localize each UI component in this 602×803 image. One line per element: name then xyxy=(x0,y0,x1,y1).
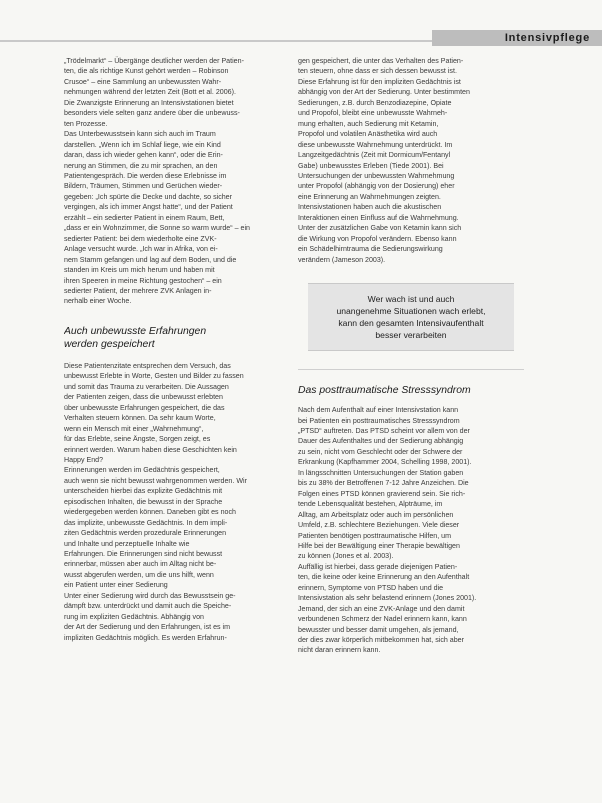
text-line: über unbewusste Erfahrungen gespeichert, die das xyxy=(64,403,225,412)
text-line: „PTSD“ auftreten. Das PTSD scheint vor allem von der xyxy=(298,426,470,435)
text-line: erinnert werden. Warum haben diese Geschichten kein xyxy=(64,445,237,454)
subheading-line: werden gespeichert xyxy=(64,338,155,350)
section-title: Intensivpflege xyxy=(432,30,602,46)
text-line: Dauer des Aufenthaltes und der Sedierung abhängig xyxy=(298,437,464,446)
text-line: Diese Erfahrung ist für den impliziten Gedächtnis ist xyxy=(298,77,461,86)
text-line: ziten Gedächtnis werden prozedurale Erinnerungen xyxy=(64,529,227,538)
text-line: erzählt – ein sedierter Patient in einem Raum, Bett, xyxy=(64,213,225,222)
left-body-paragraphs xyxy=(64,361,294,643)
text-line: verändern (Jameson 2003). xyxy=(298,255,386,264)
text-line: Jemand, der sich an eine ZVK-Anlage und den damit xyxy=(298,604,465,613)
text-line: Langzeitgedächtnis (Zeit mit Dormicum/Fentanyl xyxy=(298,151,451,160)
text-line: Interaktionen einen Einfluss auf die Wahrnehmung. xyxy=(298,213,459,222)
text-line: Happy End? xyxy=(64,455,104,464)
text-line: unangenehme Situationen wach erlebt, xyxy=(336,306,486,317)
text-line: bei Patienten ein posttraumatisches Stresssyndrom xyxy=(298,416,460,425)
text-line: erinnerbar, müssen aber auch im Alltag nicht be- xyxy=(64,560,217,569)
text-line: unter Propofol (abhängig von der Dosierung) eher xyxy=(298,182,455,191)
text-line: ten steuern, ohne dass er sich dessen bewusst ist. xyxy=(298,67,457,76)
text-line: Hilfe bei der Bewältigung einer Therapie bewältigen xyxy=(298,541,460,550)
text-line: Das Unterbewusstsein kann sich auch im Traum xyxy=(64,130,216,139)
text-line: ten, die keine oder keine Erinnerung an den Aufenthalt xyxy=(298,573,470,582)
text-line: standen im Kreis um mich herum und haben mit xyxy=(64,266,215,275)
text-line: besonders viele selten ganz andere über die unbewuss- xyxy=(64,109,240,118)
right-intro-paragraphs xyxy=(298,56,524,265)
text-line: wenn ein Mensch mit einer „Wahrnehmung“, xyxy=(64,424,204,433)
text-line: In längsschnitten Untersuchungen der Station gaben xyxy=(298,468,464,477)
text-line: Nach dem Aufenthalt auf einer Intensivstation kann xyxy=(298,406,459,415)
text-line: zu sein, nicht vom Geschlecht oder der Schwere der xyxy=(298,447,463,456)
text-line: bis zu 38% der Betroffenen 7-12 Jahre Anzeichen. Die xyxy=(298,479,469,488)
text-line: Intensivstation als sehr belastend erinnern (Jones 2001). xyxy=(298,594,477,603)
text-line: Intensivstationen haben auch die akustischen xyxy=(298,203,442,212)
text-line: nerhalb einer Woche. xyxy=(64,297,132,306)
text-line: gegeben: „Ich spürte die Decke und dachte, so sicher xyxy=(64,192,232,201)
text-line: ten Prozesse. xyxy=(64,119,108,128)
left-intro-paragraphs xyxy=(64,56,294,307)
text-line: erinnern, Symptome von PTSD haben und die xyxy=(298,583,444,592)
text-line: Anlage versucht wurde. „Ich war in Afrika, von ei- xyxy=(64,245,218,254)
text-line: Erinnerungen werden im Gedächtnis gespeichert, xyxy=(64,466,220,475)
pull-quote-box xyxy=(308,283,514,351)
text-line: sedierter Patient, der mehrere ZVK Anlagen in- xyxy=(64,286,212,295)
text-line: zu können (Jones et al. 2003). xyxy=(298,552,394,561)
text-line: und somit das Trauma zu verarbeiten. Die Aussagen xyxy=(64,382,229,391)
text-line: Umfeld, z.B. schlechtere Beziehungen. Viele dieser xyxy=(298,521,460,530)
text-line: nem Stamm gefangen und lag auf dem Boden, und die xyxy=(64,255,237,264)
text-line: auch wenn sie nicht bewusst wahrgenommen werden. Wir xyxy=(64,476,247,485)
text-line: Verhalten steuern können. Da sehr kaum Worte, xyxy=(64,414,216,423)
text-line: kann den gesamten Intensivaufenthalt xyxy=(338,318,484,329)
text-line: und Propofol, bleibt eine unbewusste Wahrneh- xyxy=(298,109,448,118)
text-line: Untersuchungen der unbewussten Wahrnehmung xyxy=(298,171,455,180)
text-line: Propofol und volatilen Anästhetika wird auch xyxy=(298,130,438,139)
text-line: Patientengespräch. Die werden diese Erlebnisse im xyxy=(64,171,227,180)
subheading-unconscious-experiences xyxy=(64,325,294,351)
text-line: Wer wach ist und auch xyxy=(367,294,455,305)
text-line: Gabe) unbewusstes Erleben (Tiede 2001). Bei xyxy=(298,161,444,170)
text-line: für das Erlebte, seine Ängste, Sorgen zeigt, es xyxy=(64,435,211,444)
text-line: Patienten benötigen posttraumatische Hilfen, um xyxy=(298,531,452,540)
text-line: rung im expliziten Gedächtnis. Abhängig von xyxy=(64,612,204,621)
text-line: ein Patient unter einer Sedierung xyxy=(64,581,168,590)
text-line: der Art der Sedierung und den Erfahrungen, ist es im xyxy=(64,623,231,632)
text-line: nerung an Stimmen, die zu mir sprachen, an den xyxy=(64,161,218,170)
text-line: die Wirkung von Propofol verändern. Ebenso kann xyxy=(298,234,457,243)
text-line: Erkrankung (Kapfhammer 2004, Schelling 1998, 2001). xyxy=(298,458,472,467)
text-line: unbewusst Erlebte in Worte, Gesten und Bilder zu fassen xyxy=(64,372,244,381)
text-line: mung erhalten, auch Sedierung mit Ketamin, xyxy=(298,119,439,128)
text-line: Diese Patientenzitate entsprechen dem Versuch, das xyxy=(64,361,231,370)
text-line: verbundenen Schmerz der Nadel erinnern kann, kann xyxy=(298,615,467,624)
text-line: Crusoe“ – eine Sammlung an unbewussten Wahr- xyxy=(64,77,222,86)
text-line: nicht daran erinnern kann. xyxy=(298,646,381,655)
section-divider xyxy=(298,369,524,370)
text-line: besser verarbeiten xyxy=(375,330,447,341)
text-line: Auffällig ist hierbei, dass gerade diejenigen Patien- xyxy=(298,562,458,571)
right-column xyxy=(298,56,524,656)
heading-ptsd: Das posttraumatische Stresssyndrom xyxy=(298,385,471,397)
text-line: eine Erinnerung an Wahrnehmungen zeigten. xyxy=(298,192,441,201)
text-line: nehmungen während der letzten Zeit (Bott et al. 2006). xyxy=(64,88,236,97)
text-line: diese unbewusste Wahrnehmung unterdrückt. Im xyxy=(298,140,453,149)
text-line: impliziten Gedächtnis möglich. Es werden Erfahrun- xyxy=(64,633,227,642)
text-line: und Inhalte und perzeptuelle Inhalte wie xyxy=(64,539,190,548)
text-line: wiedergegeben werden können. Daneben gibt es noch xyxy=(64,508,236,517)
text-line: ten, die als richtige Kunst gehört werden – Robinson xyxy=(64,67,229,76)
text-line: Bildern, Träumen, Stimmen und Gerüchen wieder- xyxy=(64,182,223,191)
left-column xyxy=(64,56,294,643)
text-line: daran, dass ich wieder gehen kann“, oder die Erin- xyxy=(64,151,223,160)
text-line: Sedierungen, z.B. durch Benzodiazepine, Opiate xyxy=(298,98,452,107)
text-line: Erfahrungen. Die Erinnerungen sind nicht bewusst xyxy=(64,550,223,559)
text-line: ein Schädelhirntrauma die Sedierungswirkung xyxy=(298,245,443,254)
text-line: Unter einer Sedierung wird durch das Bewusstsein ge- xyxy=(64,591,236,600)
page-header xyxy=(0,0,602,46)
text-line: ihren Speeren in meine Richtung gestochen“ – ein xyxy=(64,276,222,285)
text-line: Alltag, am Arbeitsplatz oder auch im persönlichen xyxy=(298,510,454,519)
text-line: abhängig von der Art der Sedierung. Unter bestimmten xyxy=(298,88,470,97)
text-line: sedierter Patient: bei dem wiederholte eine ZVK- xyxy=(64,234,217,243)
text-line: bewusster und besser damit umgehen, als jemand, xyxy=(298,625,459,634)
text-line: episodischen Inhalten, die bewusst in der Sprache xyxy=(64,497,223,506)
text-line: das implizite, unbewusste Gedächtnis. In dem impli- xyxy=(64,518,228,527)
text-line: gen gespeichert, die unter das Verhalten des Patien- xyxy=(298,57,464,65)
text-line: vergingen, als ich immer Angst hatte“, und der Patient xyxy=(64,203,233,212)
text-line: darstellen. „Wenn ich im Schlaf liege, wie ein Kind xyxy=(64,140,221,149)
right-body-paragraphs xyxy=(298,405,524,656)
text-line: „dass er ein Wohnzimmer, die Sonne so warm wurde“ – ein xyxy=(64,224,250,233)
text-line: dämpft bzw. unterdrückt und damit auch die Speiche- xyxy=(64,602,232,611)
text-line: der dies zwar körperlich mitbekommen hat, sich aber xyxy=(298,636,464,645)
text-line: Die Zwanzigste Erinnerung an Intensivstationen bietet xyxy=(64,98,234,107)
text-line: der Patienten zeigen, dass die unbewusst erlebten xyxy=(64,393,223,402)
text-line: Unter der zusätzlichen Gabe von Ketamin kann sich xyxy=(298,224,462,233)
text-line: „Trödelmarkt“ – Übergänge deutlicher werden der Patien- xyxy=(64,57,244,65)
subheading-line: Auch unbewusste Erfahrungen xyxy=(64,325,207,337)
text-line: tende Lebensqualität bestehen, Alpträume, im xyxy=(298,500,443,509)
text-line: Folgen eines PTSD können gravierend sein. Sie rich- xyxy=(298,489,466,498)
text-line: unterscheiden hierbei das explizite Gedächtnis mit xyxy=(64,487,223,496)
text-line: wusst abgerufen werden, um die uns hilft, wenn xyxy=(64,570,214,579)
